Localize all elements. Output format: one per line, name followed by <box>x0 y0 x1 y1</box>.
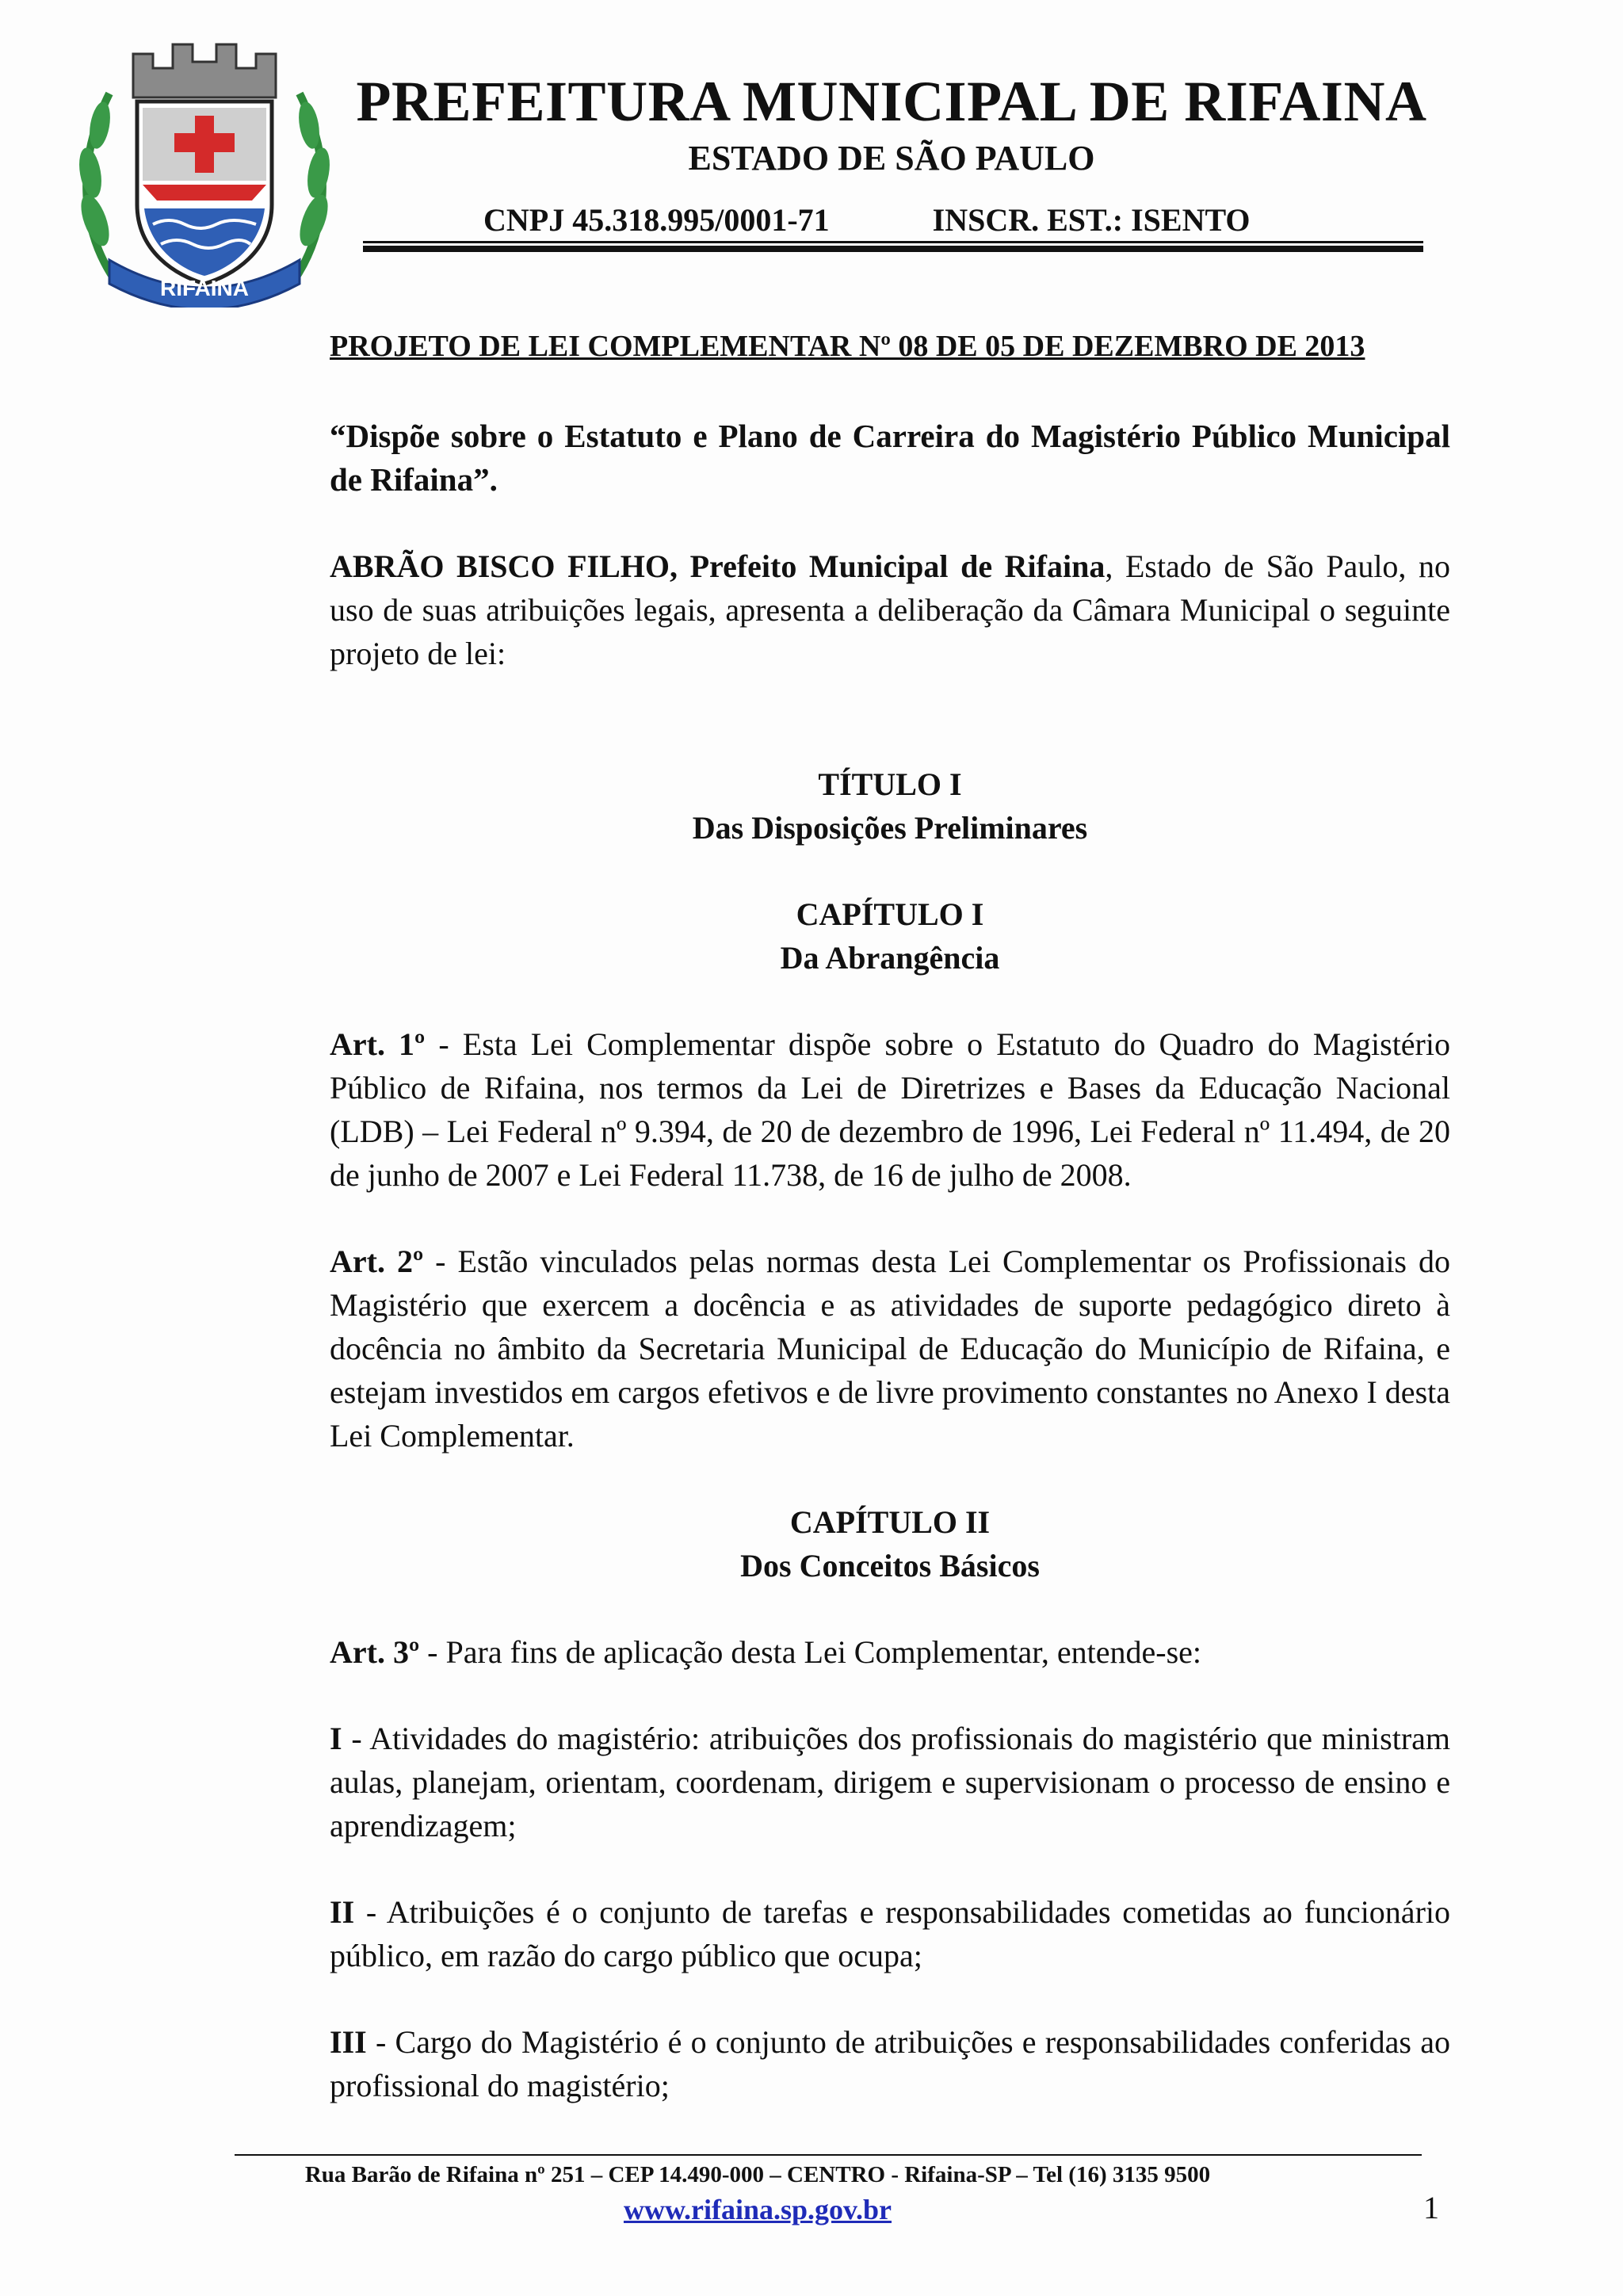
header-cnpj: CNPJ 45.318.995/0001-71 <box>483 202 830 238</box>
titulo-heading: TÍTULO I <box>818 766 962 802</box>
header-inscr: INSCR. EST.: ISENTO <box>932 202 1251 238</box>
header-state: ESTADO DE SÃO PAULO <box>688 139 1095 178</box>
article-3-label: Art. 3º <box>330 1634 420 1670</box>
article-2 <box>330 1240 1450 1457</box>
capitulo-1-heading: CAPÍTULO I <box>796 896 984 932</box>
article-3 <box>330 1630 1450 1674</box>
article-3-text: - Para fins de aplicação desta Lei Complementar, entende-se: <box>419 1634 1202 1670</box>
footer-website-link[interactable]: www.rifaina.sp.gov.br <box>623 2194 892 2225</box>
article-2-label: Art. 2º <box>330 1244 424 1279</box>
article-2-text: - Estão vinculados pelas normas desta Lei Complementar os Profissionais do Magistério que exercem a docência e as atividades de suporte pedagógico direto à docência no âmbito da Secretaria Municipal de Educação do Município de Rifaina, e estejam investidos em cargos efetivos e de livre provimento constantes no Anexo I desta Lei Complementar. <box>330 1244 1450 1454</box>
article-1 <box>330 1022 1450 1197</box>
footer-address: Rua Barão de Rifaina nº 251 – CEP 14.490-000 – CENTRO - Rifaina-SP – Tel (16) 3135 9500 <box>304 2162 1211 2187</box>
item-3 <box>330 2020 1450 2107</box>
header-rule-thick <box>363 246 1423 252</box>
page-number: 1 <box>1423 2190 1439 2225</box>
item-2 <box>330 1890 1450 1977</box>
header-title: PREFEITURA MUNICIPAL DE RIFAINA <box>356 70 1427 133</box>
titulo-name: Das Disposições Preliminares <box>692 810 1088 846</box>
item-2-label: II <box>330 1894 355 1930</box>
municipal-coat-of-arms <box>62 22 347 308</box>
article-1-label: Art. 1º <box>330 1026 426 1062</box>
item-3-text: - Cargo do Magistério é o conjunto de atribuições e responsabilidades conferidas ao profissional do magistério; <box>330 2024 1450 2103</box>
preamble <box>330 544 1450 675</box>
preamble-mayor: ABRÃO BISCO FILHO, Prefeito Municipal de Rifaina <box>330 548 1106 584</box>
preamble-text: , Estado de São Paulo, no uso de suas atribuições legais, apresenta a deliberação da Câmara Municipal o seguinte projeto de lei: <box>330 548 1451 671</box>
item-1-text: - Atividades do magistério: atribuições dos profissionais do magistério que ministram aulas, planejam, orientam, coordenam, dirigem e supervisionam o processo de ensino e aprendizagem; <box>330 1721 1450 1843</box>
item-1-label: I <box>330 1721 342 1756</box>
article-1-text: - Esta Lei Complementar dispõe sobre o Estatuto do Quadro do Magistério Público de Rifaina, nos termos da Lei de Diretrizes e Bases da Educação Nacional (LDB) – Lei Federal nº 9.394, de 20 de dezembro de 1996, Lei Federal nº 11.494, de 20 de junho de 2007 e Lei Federal 11.738, de 16 de julho de 2008. <box>330 1026 1450 1193</box>
capitulo-2-name: Dos Conceitos Básicos <box>740 1548 1040 1584</box>
header-rule-thin <box>363 241 1423 243</box>
header-identifiers <box>483 204 1276 236</box>
item-3-label: III <box>330 2024 367 2060</box>
ementa: “Dispõe sobre o Estatuto e Plano de Carreira do Magistério Público Municipal de Rifaina”. <box>330 418 1450 498</box>
crest-ribbon-text: RIFAINA <box>160 276 249 300</box>
item-1 <box>330 1717 1450 1847</box>
document-body <box>330 325 1450 2107</box>
capitulo-1-name: Da Abrangência <box>780 940 1000 976</box>
footer-rule <box>235 2154 1422 2156</box>
project-title: PROJETO DE LEI COMPLEMENTAR Nº 08 DE 05 DE DEZEMBRO DE 2013 <box>330 330 1365 363</box>
item-2-text: - Atribuições é o conjunto de tarefas e responsabilidades cometidas ao funcionário público, em razão do cargo público que ocupa; <box>330 1894 1450 1973</box>
capitulo-2-heading: CAPÍTULO II <box>789 1504 991 1540</box>
